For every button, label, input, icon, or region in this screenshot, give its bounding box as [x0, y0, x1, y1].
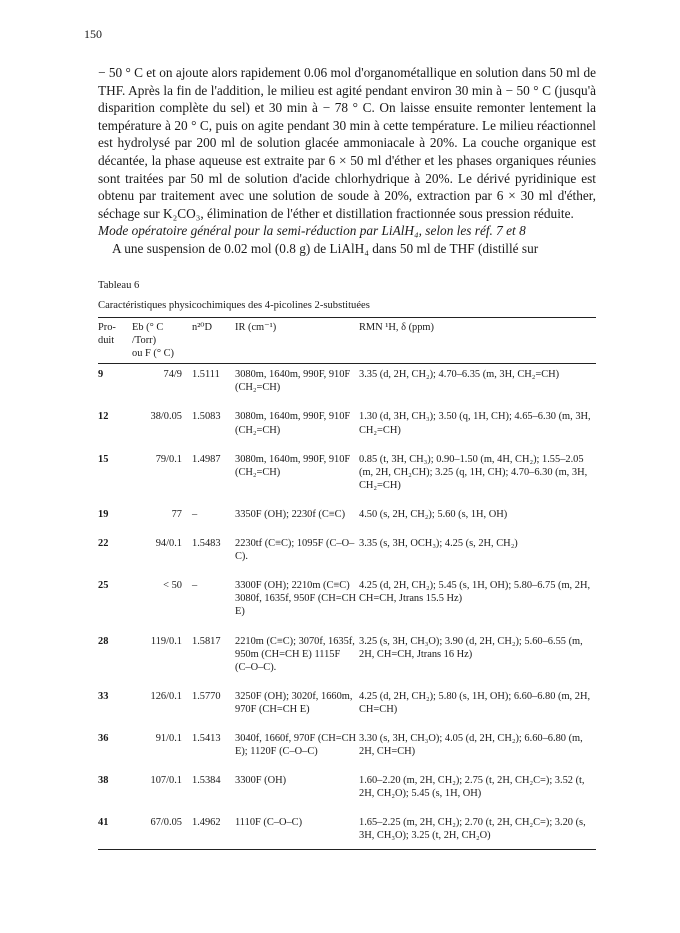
cell-ir: 3080m, 1640m, 990F, 910F (CH₂=CH): [235, 453, 351, 478]
cell-ir: 3040f, 1660f, 970F (CH=CH E); 1120F (C–O–C): [235, 732, 357, 758]
cell-produit: 22: [98, 538, 109, 550]
cell-nd: 1.4987: [192, 453, 221, 465]
cell-eb: 67/0.05: [150, 817, 182, 829]
table-row: [98, 770, 596, 812]
data-table-container: [98, 317, 596, 850]
table-caption: Caractéristiques physicochimiques des 4-picolines 2-substituées: [98, 300, 370, 311]
cell-produit: 38: [98, 775, 109, 787]
header-row: [98, 318, 596, 364]
cell-nd: –: [192, 580, 198, 592]
cell-produit: 41: [98, 817, 109, 829]
cell-produit: 36: [98, 732, 109, 744]
table-header: [98, 318, 596, 364]
cell-eb: 126/0.1: [150, 690, 182, 702]
cell-rmn: 1.60–2.20 (m, 2H, CH₂); 2.75 (t, 2H, CH₂C=); 3.52 (t, 2H, CH₂O); 5.45 (s, 1H, OH): [359, 775, 585, 800]
cell-ir: 3300F (OH); 2210m (C≡C) 3080f, 1635f, 950F (CH=CH E): [235, 580, 357, 618]
cell-ir: 1110F (C–O–C): [235, 817, 303, 829]
cell-eb: 91/0.1: [155, 732, 182, 744]
page-number: 150: [84, 27, 102, 41]
cell-ir: 3350F (OH); 2230f (C≡C): [235, 508, 346, 520]
cell-nd: 1.5483: [192, 538, 221, 550]
cell-rmn: 3.25 (s, 3H, CH₃O); 3.90 (d, 2H, CH₂); 5.60–6.55 (m, 2H, CH=CH, Jtrans 16 Hz): [359, 635, 583, 660]
cell-nd: 1.5413: [192, 732, 221, 744]
cell-produit: 33: [98, 690, 109, 702]
table-row: [98, 449, 596, 504]
table-row: [98, 364, 596, 407]
cell-rmn: 1.65–2.25 (m, 2H, CH₂); 2.70 (t, 2H, CH₂C=); 3.20 (s, 3H, CH₃O); 3.25 (t, 2H, CH₂O): [359, 817, 586, 842]
cell-eb: 119/0.1: [150, 635, 182, 647]
header-ir: IR (cm⁻¹): [235, 322, 277, 333]
cell-ir: 3300F (OH): [235, 775, 287, 787]
cell-nd: 1.5083: [192, 411, 221, 423]
cell-ir: 3080m, 1640m, 990F, 910F (CH₂=CH): [235, 411, 351, 436]
cell-rmn: 3.35 (d, 2H, CH₂); 4.70–6.35 (m, 3H, CH₂=CH): [359, 369, 560, 381]
cell-nd: 1.5111: [192, 369, 220, 381]
header-nd: n²⁰D: [192, 322, 212, 333]
cell-rmn: 0.85 (t, 3H, CH₃); 0.90–1.50 (m, 4H, CH₂); 1.55–2.05 (m, 2H, CH₂CH); 3.25 (q, 1H, CH); 4.70–6.30 (m, 3H, CH₂=CH): [359, 453, 588, 491]
cell-eb: 94/0.1: [155, 538, 182, 550]
method-text: A une suspension de 0.02 mol (0.8 g) de LiAlH₄ dans 50 ml de THF (distillé sur: [112, 240, 539, 256]
header-produit: Pro- duit: [98, 322, 116, 347]
cell-rmn: 3.30 (s, 3H, CH₃O); 4.05 (d, 2H, CH₂); 6.60–6.80 (m, 2H, CH=CH): [359, 732, 583, 758]
cell-ir: 2230tf (C≡C); 1095F (C–O–C).: [235, 538, 355, 563]
header-eb: Eb (° C /Torr) ou F (° C): [132, 322, 174, 360]
cell-produit: 9: [98, 369, 104, 381]
header-rmn: RMN ¹H, δ (ppm): [359, 322, 434, 333]
cell-rmn: 4.25 (d, 2H, CH₂); 5.80 (s, 1H, OH); 6.60–6.80 (m, 2H, CH=CH): [359, 690, 591, 715]
paragraph: − 50 ° C et on ajoute alors rapidement 0.06 mol d'organométallique en solution dans 50 ml de THF. Après la fin de l'addition, le milieu est agité pendant environ 30 min à − 50 ° C (jusqu'à disparition complète du sel) et 30 min à − 78 ° C. On laisse ensuite remonter lentement la température à 20 ° C, puis on agite pendant 30 min à cette température. Le milieu réactionnel est hydrolysé par 200 ml de solution glacée ammoniacale à 20%. La couche organique est décantée, la phase aqueuse est extraite par 6 × 50 ml d'éther et les phases organiques réunies sont traitées par 50 ml de solution d'acide chlorhydrique à 20%. Le dérivé pyridinique est obtenu par traitement avec une solution de soude à 20%, extraction par 6 × 30 ml d'éther, séchage sur K₂CO₃, élimination de l'éther et distillation fractionnée sous pression réduite.: [98, 65, 596, 221]
table-body: [98, 364, 596, 849]
cell-ir: 3080m, 1640m, 990F, 910F (CH₂=CH): [235, 369, 351, 394]
cell-produit: 19: [98, 508, 109, 520]
cell-nd: –: [192, 508, 198, 520]
data-table: [98, 317, 596, 850]
cell-eb: 79/0.1: [155, 453, 182, 465]
cell-rmn: 1.30 (d, 3H, CH₃); 3.50 (q, 1H, CH); 4.65–6.30 (m, 3H, CH₂=CH): [359, 411, 591, 436]
cell-eb: 77: [171, 508, 182, 520]
cell-rmn: 4.50 (s, 2H, CH₂); 5.60 (s, 1H, OH): [359, 508, 508, 520]
cell-nd: 1.5384: [192, 775, 221, 787]
cell-eb: < 50: [163, 580, 182, 592]
table-row: [98, 504, 596, 533]
cell-nd: 1.4962: [192, 817, 221, 829]
table-row: [98, 728, 596, 770]
table-row: [98, 533, 596, 575]
cell-produit: 28: [98, 635, 109, 647]
cell-produit: 12: [98, 411, 109, 423]
cell-nd: 1.5817: [192, 635, 221, 647]
cell-ir: 3250F (OH); 3020f, 1660m, 970F (CH=CH E): [235, 690, 353, 715]
cell-ir: 2210m (C≡C); 3070f, 1635f, 950m (CH=CH E) 1115F (C–O–C).: [235, 635, 355, 673]
method-heading: Mode opératoire général pour la semi-réduction par LiAlH₄, selon les réf. 7 et 8: [98, 223, 526, 239]
cell-eb: 107/0.1: [150, 775, 182, 787]
cell-nd: 1.5770: [192, 690, 221, 702]
body-text: [98, 64, 596, 258]
table-row: [98, 575, 596, 630]
cell-eb: 74/9: [163, 369, 182, 381]
cell-eb: 38/0.05: [150, 411, 182, 423]
table-row: [98, 686, 596, 728]
cell-rmn: 4.25 (d, 2H, CH₂); 5.45 (s, 1H, OH); 5.80–6.75 (m, 2H, CH=CH, Jtrans 15.5 Hz): [359, 580, 591, 605]
cell-produit: 25: [98, 580, 109, 592]
table-row: [98, 631, 596, 686]
table-title: Tableau 6: [98, 280, 140, 291]
table-row: [98, 406, 596, 448]
cell-rmn: 3.35 (s, 3H, OCH₃); 4.25 (s, 2H, CH₂): [359, 538, 518, 550]
cell-produit: 15: [98, 453, 109, 465]
table-row: [98, 812, 596, 849]
